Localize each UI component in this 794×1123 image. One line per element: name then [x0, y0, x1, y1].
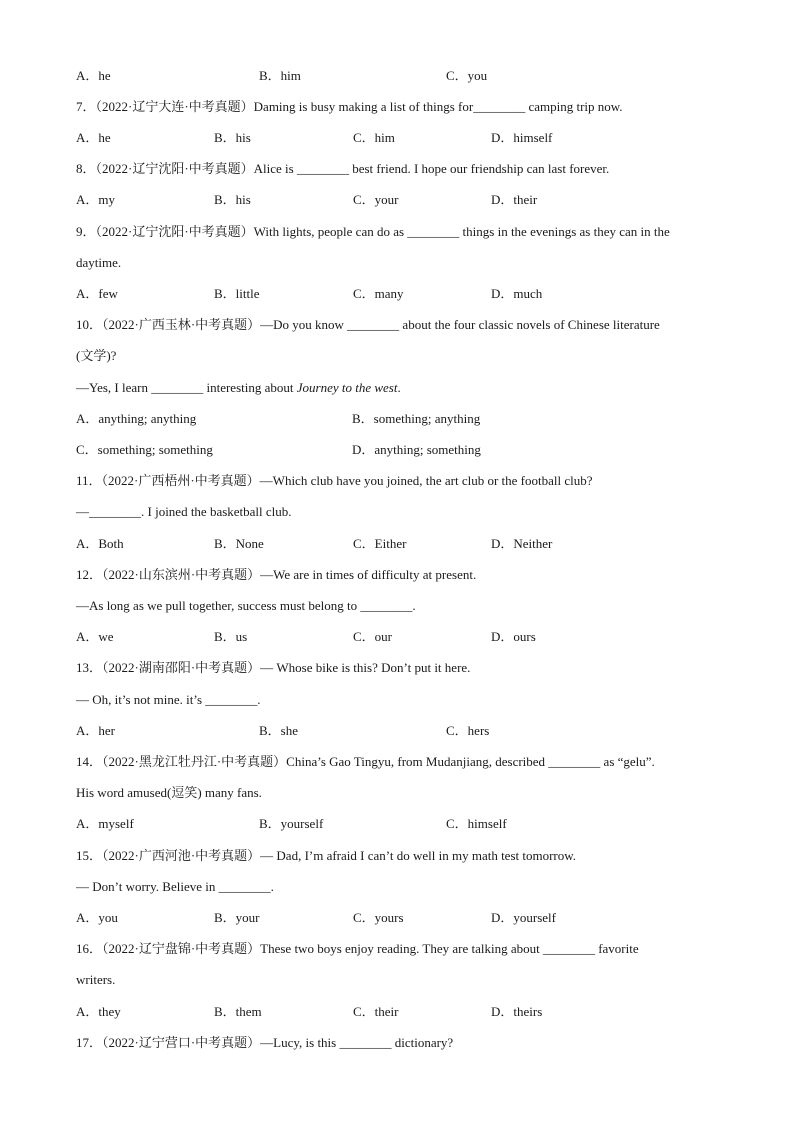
- answer-option[interactable]: A．we: [76, 629, 114, 644]
- question-line: 11．（2022·广西梧州·中考真题）—Which club have you joined, the art club or the football club?: [76, 473, 593, 488]
- answer-option[interactable]: A．they: [76, 1004, 121, 1019]
- answer-option[interactable]: C．hers: [446, 723, 490, 738]
- question-line: 7．（2022·辽宁大连·中考真题）Daming is busy making a list of things for________ camping trip now.: [76, 99, 623, 114]
- answer-option[interactable]: C．our: [353, 629, 393, 644]
- question-line: 15．（2022·广西河池·中考真题）— Dad, I’m afraid I can’t do well in my math test tomorrow.: [76, 848, 577, 863]
- answer-option[interactable]: B．little: [214, 286, 260, 301]
- answer-option[interactable]: D．himself: [491, 130, 553, 145]
- answer-option[interactable]: B．his: [214, 130, 251, 145]
- options-row: [76, 1003, 726, 1021]
- answer-option[interactable]: A．Both: [76, 536, 124, 551]
- options-row: [76, 441, 726, 459]
- answer-option[interactable]: D．ours: [491, 629, 536, 644]
- question-line: daytime.: [76, 255, 122, 270]
- question-line: —________. I joined the basketball club.: [76, 504, 292, 519]
- question-line: —Yes, I learn ________ interesting about Journey to the west.: [76, 380, 401, 395]
- options-row: [76, 628, 726, 646]
- options-row: [76, 722, 726, 740]
- question-line: —As long as we pull together, success must belong to ________.: [76, 598, 416, 613]
- answer-option[interactable]: C．their: [353, 1004, 399, 1019]
- question-line: 16．（2022·辽宁盘锦·中考真题）These two boys enjoy reading. They are talking about ________ favorite: [76, 941, 639, 956]
- options-row: [76, 129, 726, 147]
- answer-option[interactable]: B．them: [214, 1004, 262, 1019]
- question-line: 10．（2022·广西玉林·中考真题）—Do you know ________ about the four classic novels of Chinese literature: [76, 317, 660, 332]
- question-line: (文学)?: [76, 348, 117, 363]
- answer-option[interactable]: A．myself: [76, 816, 134, 831]
- options-row: [76, 535, 726, 553]
- question-line: 8．（2022·辽宁沈阳·中考真题）Alice is ________ best friend. I hope our friendship can last forever.: [76, 161, 610, 176]
- answer-option[interactable]: D．their: [491, 192, 538, 207]
- answer-option[interactable]: C．you: [446, 68, 488, 83]
- answer-option[interactable]: D．yourself: [491, 910, 556, 925]
- answer-option[interactable]: C．him: [353, 130, 395, 145]
- answer-option[interactable]: D．much: [491, 286, 543, 301]
- answer-option[interactable]: A．anything; anything: [76, 411, 197, 426]
- question-line: 14．（2022·黑龙江牡丹江·中考真题）China’s Gao Tingyu, from Mudanjiang, described ________ as “gelu”.: [76, 754, 655, 769]
- question-line: writers.: [76, 972, 116, 987]
- answer-option[interactable]: B．None: [214, 536, 264, 551]
- answer-option[interactable]: D．anything; something: [352, 442, 481, 457]
- answer-option[interactable]: C．your: [353, 192, 399, 207]
- answer-option[interactable]: A．few: [76, 286, 118, 301]
- answer-option[interactable]: A．he: [76, 130, 111, 145]
- answer-option[interactable]: B．she: [259, 723, 299, 738]
- question-line: 13．（2022·湖南邵阳·中考真题）— Whose bike is this? Don’t put it here.: [76, 660, 471, 675]
- answer-option[interactable]: B．something; anything: [352, 411, 481, 426]
- answer-option[interactable]: B．his: [214, 192, 251, 207]
- answer-option[interactable]: B．your: [214, 910, 260, 925]
- answer-option[interactable]: C．many: [353, 286, 404, 301]
- answer-option[interactable]: B．him: [259, 68, 301, 83]
- answer-option[interactable]: B．yourself: [259, 816, 324, 831]
- question-line: His word amused(逗笑) many fans.: [76, 785, 262, 800]
- question-line: — Don’t worry. Believe in ________.: [76, 879, 274, 894]
- options-row: [76, 815, 726, 833]
- answer-option[interactable]: A．my: [76, 192, 116, 207]
- answer-option[interactable]: C．Either: [353, 536, 407, 551]
- options-row: [76, 909, 726, 927]
- answer-option[interactable]: A．her: [76, 723, 115, 738]
- options-row: [76, 67, 726, 85]
- options-row: [76, 285, 726, 303]
- question-line: 17．（2022·辽宁营口·中考真题）—Lucy, is this ________ dictionary?: [76, 1035, 454, 1050]
- answer-option[interactable]: D．Neither: [491, 536, 553, 551]
- question-line: 9．（2022·辽宁沈阳·中考真题）With lights, people can do as ________ things in the evenings as they can in the: [76, 224, 670, 239]
- answer-option[interactable]: D．theirs: [491, 1004, 543, 1019]
- question-line: 12．（2022·山东滨州·中考真题）—We are in times of difficulty at present.: [76, 567, 477, 582]
- answer-option[interactable]: C．yours: [353, 910, 404, 925]
- answer-option[interactable]: C．himself: [446, 816, 507, 831]
- answer-option[interactable]: A．you: [76, 910, 118, 925]
- options-row: [76, 191, 726, 209]
- answer-option[interactable]: C．something; something: [76, 442, 213, 457]
- answer-option[interactable]: B．us: [214, 629, 248, 644]
- options-row: [76, 410, 726, 428]
- answer-option[interactable]: A．he: [76, 68, 111, 83]
- question-line: — Oh, it’s not mine. it’s ________.: [76, 692, 261, 707]
